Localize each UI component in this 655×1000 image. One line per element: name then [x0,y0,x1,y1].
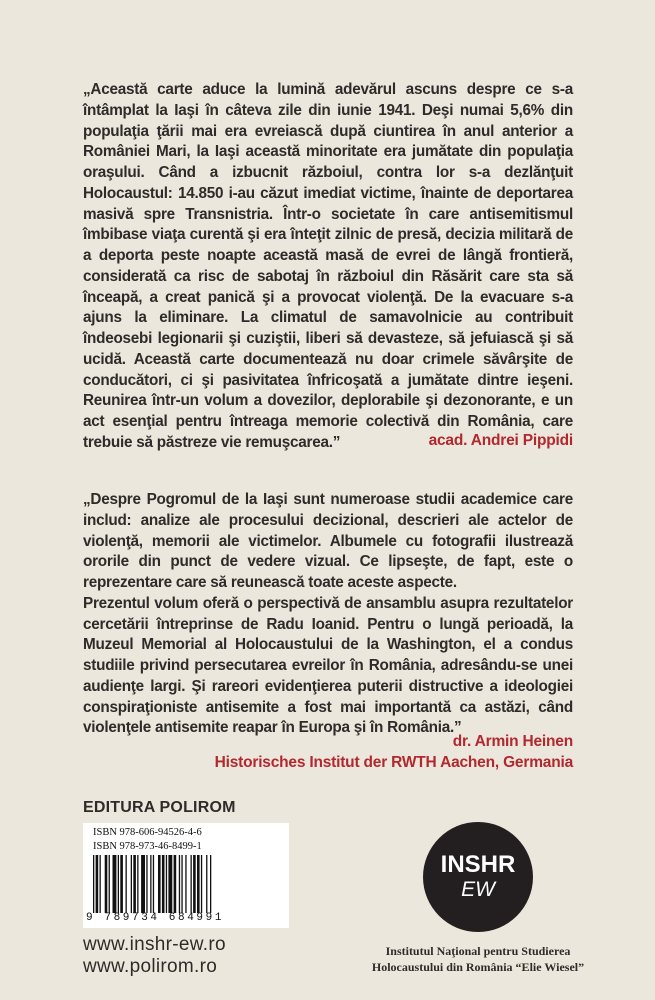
logo-text-top: INSHR [440,851,516,878]
barcode-panel [83,823,289,928]
author-pippidi: acad. Andrei Pippidi [428,432,573,449]
barcode-bar [206,855,207,913]
logo-text-bottom: EW [461,878,495,901]
institute-name-line: Holocaustului din România “Elie Wiesel” [371,960,585,974]
barcode-icon [93,855,283,913]
barcode-bar [193,855,196,913]
barcode-bar [166,855,167,913]
author-heinen: dr. Armin Heinen [452,733,573,750]
barcode-bar [105,855,108,913]
barcode-bar [100,855,101,913]
barcode-bar [168,855,172,913]
barcode-bar [153,855,154,913]
barcode-bar [201,855,202,913]
barcode-bar [137,855,138,913]
barcode-bar [113,855,117,913]
publisher-name: EDITURA POLIROM [83,799,236,816]
website-inshr: www.inshr-ew.ro [83,934,226,955]
barcode-bar [210,855,211,913]
barcode-bar [109,855,110,913]
institute-name-line: Institutul Naţional pentru Studierea [385,944,571,958]
barcode-bar [93,855,94,913]
quote-paragraph: „Despre Pogromul de la Iaşi sunt numeroase studii academice care includ: analize ale procesului decizional, descrieri ale actelor de violenţă, memorii ale victimelor. Albumele cu fotografii ilustrează ororile din punct de vedere vizual. Ce lipseşte, de fapt, este o reprezentare care să reunească toate aceste aspecte. [83,491,573,591]
website-polirom: www.polirom.ro [83,956,218,977]
barcode-bar [158,855,161,913]
inshr-logo [423,822,533,932]
quote-pippidi [83,80,573,454]
barcode-bar [150,855,151,913]
barcode-number: 9 789734 684991 [86,912,225,924]
barcode-bar [118,855,119,913]
quote-paragraph: „Această carte aduce la lumină adevărul ascuns despre ce s-a întâmplat la Iaşi în câteva zile din iunie 1941. Deşi numai 5,6% din populaţia ţării mai era evreiască după ciuntirea în anul anterior a României Mari, la Iaşi această minoritate era jumătate din populaţia oraşului. Când a izbucnit războiul, contra lor s-a dezlănţuit Holocaustul: 14.850 i-au căzut imediat victime, înainte de deportarea masivă spre Transnistria. Într-o societate în care antisemitismul îmbibase viaţa curentă şi era înteţit zilnic de presă, decizia militară de a deporta peste noapte această masă de evrei de lângă frontieră, considerată ca risc de sabotaj în războiul din Răsărit care sta să înceapă, a creat panică şi a provocat violenţă. De la evacuare s-a ajuns la eliminare. La climatul de samavolnicie au contribuit îndeosebi legionarii şi cuziştii, liberi să devasteze, să jefuiască şi să ucidă. Această carte documentează nu doar crimele săvârşite de conducători, ci şi pasivitatea înfricoşată a jumătate dintre ieşeni. Reunirea într-un volum a dovezilor, deplorabile şi dezonorante, e un act esenţial pentru întreaga memorie colectivă din România, care trebuie să păstreze vie remuşcarea.” [83,81,573,451]
barcode-bar [162,855,165,913]
barcode-bar [131,855,132,913]
barcode-bar [185,855,186,913]
barcode-bar [174,855,177,913]
barcode-bar [197,855,200,913]
quote-paragraph: Prezentul volum oferă o perspectivă de ansamblu asupra rezultatelor cercetării întreprinse de Radu Ioanid. Pentru o lungă perioadă, la Muzeul Memorial al Holocaustului de la Washington, el a condus studiile privind persecutarea evreilor în România, adresându-se unei audienţe largi. Şi rareori evidenţierea puterii distructive a ideologiei conspiraţioniste antisemite a fost mai importantă ca astăzi, când violenţele antisemite reapar în Europa şi în România.” [83,594,573,737]
barcode-bar [133,855,136,913]
quote-heinen [83,490,573,739]
barcode-bar [96,855,99,913]
author-institution: Historisches Institut der RWTH Aachen, Germania [214,754,573,771]
barcode-bar [181,855,182,913]
barcode-bar [179,855,180,913]
isbn-line: ISBN 978-973-46-8499-1 [93,841,202,852]
barcode-bar [126,855,127,913]
barcode-bar [146,855,147,913]
barcode-bar [141,855,145,913]
barcode-bar [191,855,192,913]
barcode-bar [120,855,123,913]
isbn-line: ISBN 978-606-94526-4-6 [93,827,202,838]
